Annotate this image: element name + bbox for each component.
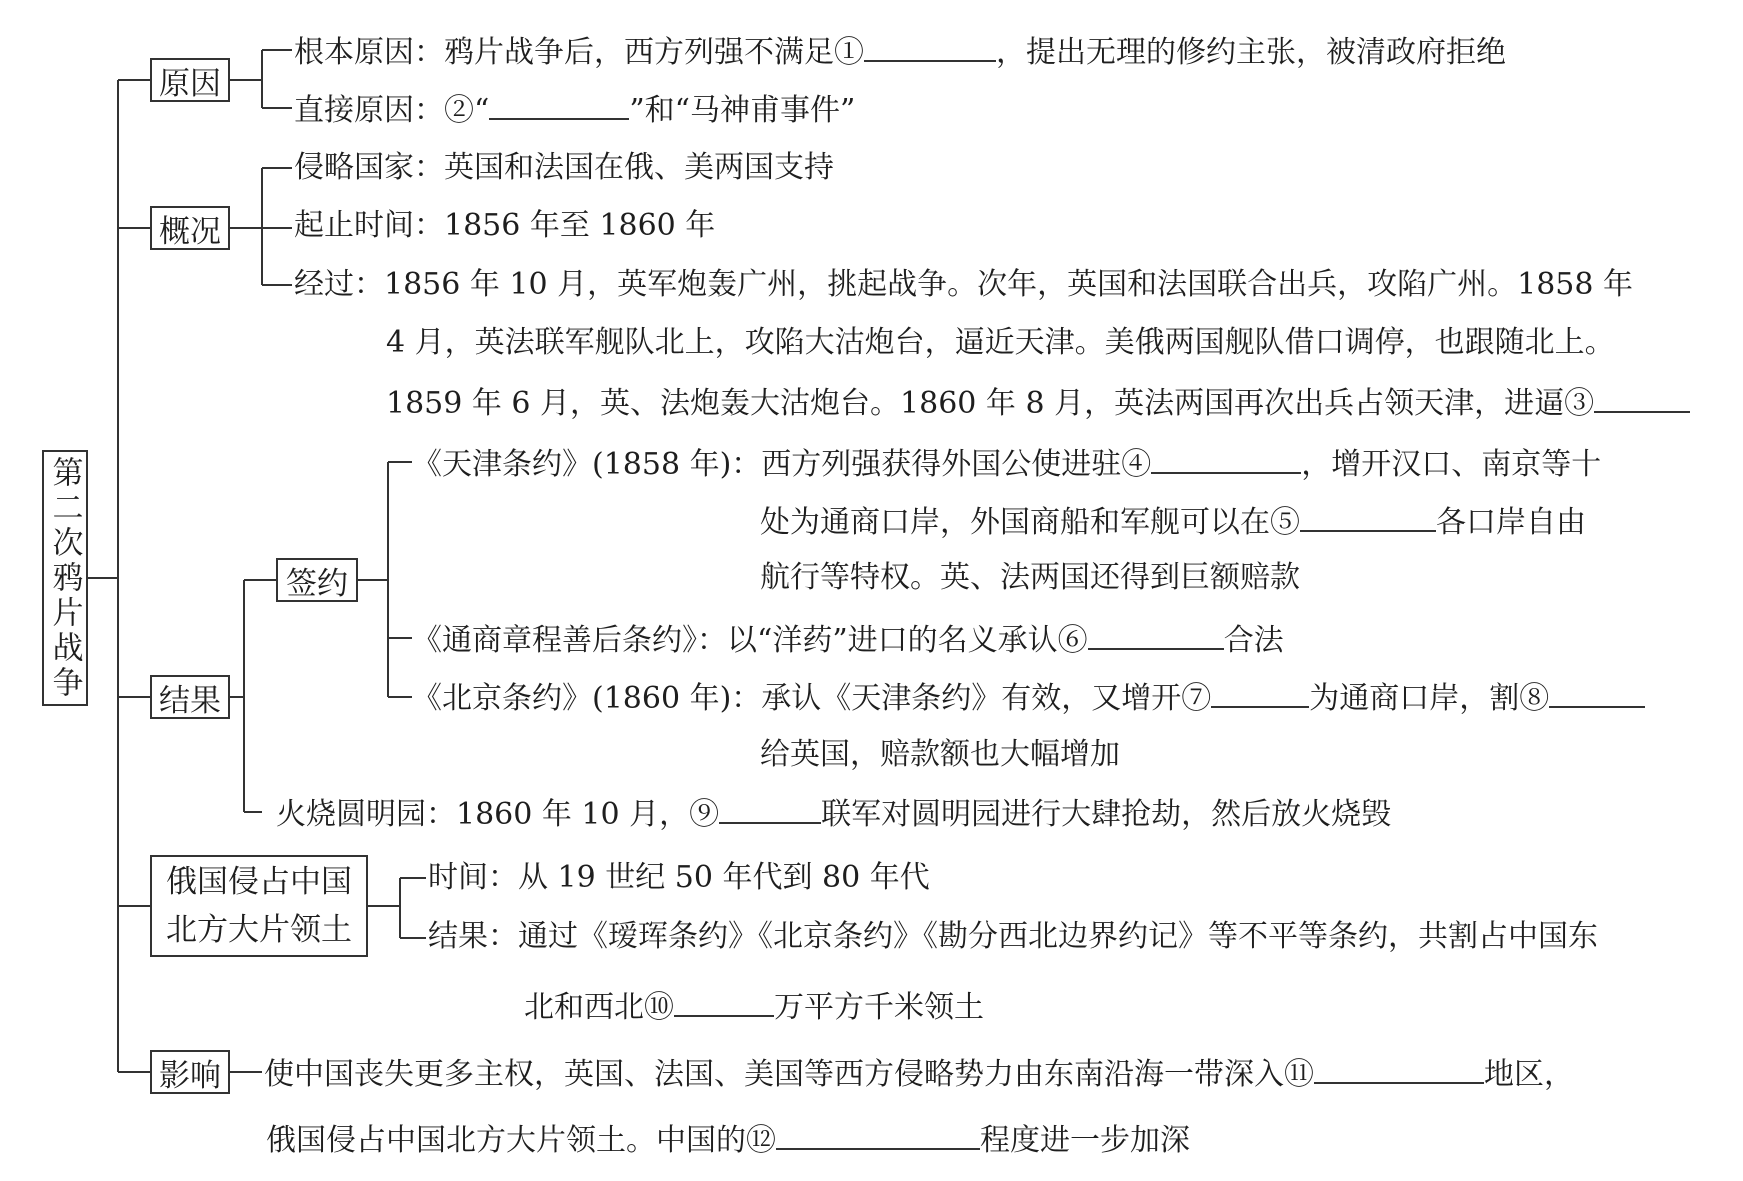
tianjin-line-1-prefix: 《天津条约》(1858 年)：西方列强获得外国公使进驻④	[412, 447, 1152, 482]
direct-cause-suffix: ”和“马神甫事件”	[629, 93, 856, 128]
beijing-line-1	[412, 676, 1645, 719]
burning	[276, 792, 1391, 835]
impact-line-1-suffix: 地区，	[1484, 1057, 1574, 1092]
tianjin-line-3: 航行等特权。英、法两国还得到巨额赔款	[760, 560, 1300, 595]
russia-result-line-2-suffix: 万平方千米领土	[774, 990, 984, 1025]
period: 起止时间：1856 年至 1860 年	[294, 208, 716, 243]
russia-result-line-2	[524, 985, 984, 1028]
impact-node: 影响	[150, 1050, 230, 1094]
tianjin-line-2-prefix: 处为通商口岸，外国商船和军舰可以在⑤	[760, 505, 1300, 540]
russia-node	[150, 855, 368, 957]
russia-result-line-2-prefix: 北和西北⑩	[524, 990, 674, 1025]
russia-result-line-1: 结果：通过《瑷珲条约》《北京条约》《勘分西北边界约记》等不平等条约，共割占中国东	[428, 919, 1598, 954]
blank-11[interactable]	[1314, 1052, 1484, 1084]
russia-time: 时间：从 19 世纪 50 年代到 80 年代	[428, 860, 930, 895]
blank-7[interactable]	[1211, 676, 1309, 708]
burning-suffix: 联军对圆明园进行大肆抢劫，然后放火烧毁	[821, 797, 1392, 832]
tianjin-line-1-suffix: ，增开汉口、南京等十	[1301, 447, 1602, 482]
overview-node: 概况	[150, 206, 230, 250]
blank-3[interactable]	[1594, 381, 1690, 413]
beijing-line-1-mid: 为通商口岸，割⑧	[1309, 681, 1550, 716]
course-line-3-text: 1859 年 6 月，英、法炮轰大沽炮台。1860 年 8 月，英法两国再次出兵占领天津，进逼③	[386, 386, 1595, 421]
course-line-1: 经过：1856 年 10 月，英军炮轰广州，挑起战争。次年，英国和法国联合出兵，攻陷广州。1858 年	[294, 267, 1634, 302]
russia-label-2: 北方大片领土	[166, 912, 352, 948]
course-line-2: 4 月，英法联军舰队北上，攻陷大沽炮台，逼近天津。美俄两国舰队借口调停，也跟随北上。	[386, 325, 1615, 360]
beijing-line-2: 给英国，赔款额也大幅增加	[760, 737, 1120, 772]
impact-line-2	[266, 1118, 1190, 1161]
blank-6[interactable]	[1088, 618, 1224, 650]
impact-line-1-prefix: 使中国丧失更多主权，英国、法国、美国等西方侵略势力由东南沿海一带深入⑪	[264, 1057, 1314, 1092]
blank-5[interactable]	[1300, 500, 1436, 532]
impact-line-2-suffix: 程度进一步加深	[980, 1123, 1190, 1158]
fundamental-cause	[294, 30, 1506, 73]
trade-treaty-prefix: 《通商章程善后条约》：以“洋药”进口的名义承认⑥	[412, 623, 1088, 658]
impact-line-1	[264, 1052, 1574, 1095]
cause-node: 原因	[150, 58, 230, 102]
direct-cause-prefix: 直接原因：②“	[294, 93, 490, 128]
blank-12[interactable]	[776, 1118, 980, 1150]
trade-treaty	[412, 618, 1284, 661]
tianjin-line-1	[412, 442, 1601, 485]
aggressors: 侵略国家：英国和法国在俄、美两国支持	[294, 150, 834, 185]
blank-2[interactable]	[489, 88, 629, 120]
blank-4[interactable]	[1151, 442, 1301, 474]
course-line-3	[386, 381, 1690, 424]
result-node: 结果	[150, 675, 230, 719]
russia-label-1: 俄国侵占中国	[166, 864, 352, 900]
trade-treaty-suffix: 合法	[1223, 623, 1284, 658]
fundamental-cause-prefix: 根本原因：鸦片战争后，西方列强不满足①	[294, 35, 864, 70]
root-node: 第二次鸦片战争	[42, 450, 88, 706]
burning-prefix: 火烧圆明园：1860 年 10 月，⑨	[276, 797, 720, 832]
direct-cause	[294, 88, 855, 131]
treaties-node: 签约	[276, 558, 358, 602]
blank-10[interactable]	[674, 985, 774, 1017]
tianjin-line-2-suffix: 各口岸自由	[1436, 505, 1586, 540]
impact-line-2-prefix: 俄国侵占中国北方大片领土。中国的⑫	[266, 1123, 776, 1158]
blank-1[interactable]	[864, 30, 996, 62]
fundamental-cause-suffix: ，提出无理的修约主张，被清政府拒绝	[996, 35, 1506, 70]
tianjin-line-2	[760, 500, 1586, 543]
blank-9[interactable]	[719, 792, 821, 824]
beijing-line-1-prefix: 《北京条约》(1860 年)：承认《天津条约》有效，又增开⑦	[412, 681, 1212, 716]
blank-8[interactable]	[1549, 676, 1645, 708]
